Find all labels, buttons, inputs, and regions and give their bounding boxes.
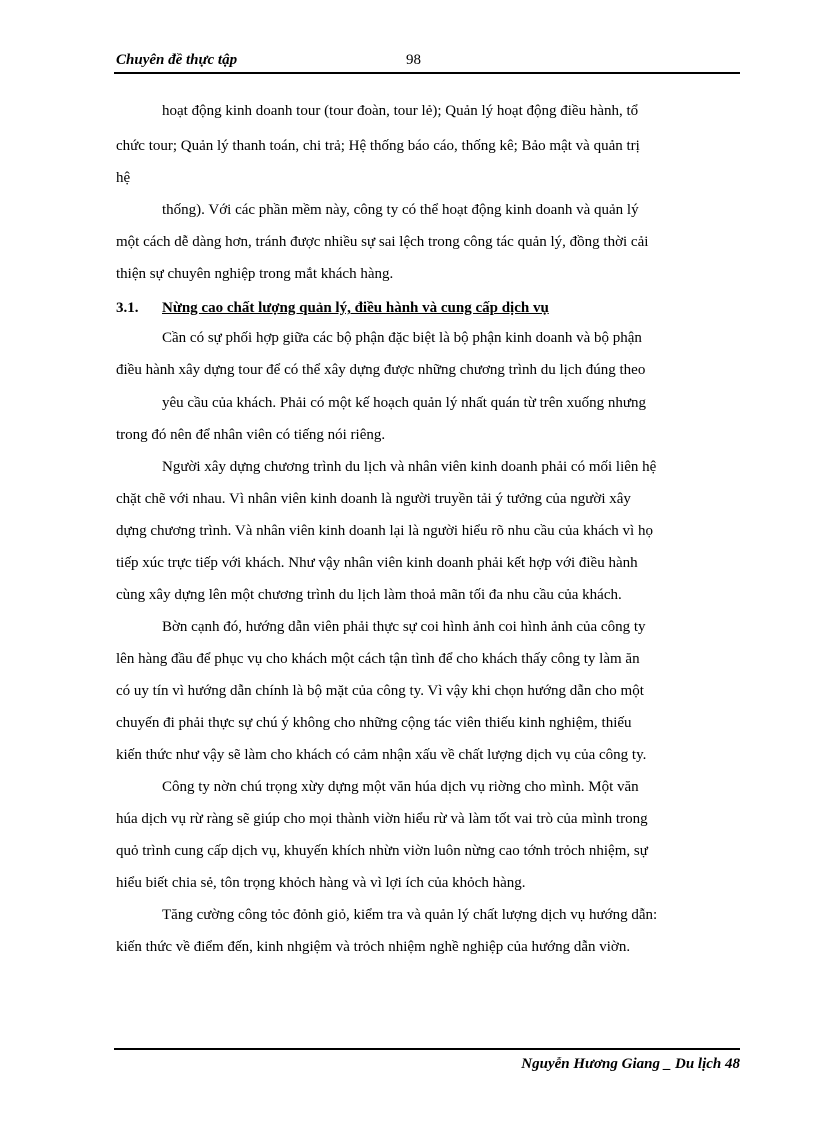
body-line: kiến thức về điểm đến, kinh nhgiệm và trỏch nhiệm nghề nghiệp của hướng dẫn viờn. bbox=[116, 939, 631, 955]
body-line: Người xây dựng chương trình du lịch và nhân viên kinh doanh phải có mối liên hệ bbox=[162, 459, 657, 475]
body-line: hiểu biết chia sẻ, tôn trọng khỏch hàng và vì lợi ích của khỏch hàng. bbox=[116, 875, 526, 891]
section-heading bbox=[116, 298, 549, 318]
body-line: quỏ trình cung cấp dịch vụ, khuyến khích nhừn viờn luôn nừng cao tớnh trỏch nhiệm, sự bbox=[116, 843, 648, 859]
body-line: điều hành xây dựng tour để có thể xây dựng được những chương trình du lịch đúng theo bbox=[116, 362, 646, 378]
body-line: cùng xây dựng lên một chương trình du lịch làm thoả mãn tối đa nhu cầu của khách. bbox=[116, 587, 622, 603]
header-divider bbox=[114, 72, 740, 74]
body-line: thiện sự chuyên nghiệp trong mắt khách hàng. bbox=[116, 266, 394, 282]
document-title: Chuyên đề thực tập bbox=[116, 52, 238, 68]
body-line: trong đó nên để nhân viên có tiếng nói riêng. bbox=[116, 427, 386, 443]
body-line: có uy tín vì hướng dẫn chính là bộ mặt của công ty. Vì vậy khi chọn hướng dẫn cho một bbox=[116, 683, 644, 699]
body-line: hoạt động kinh doanh tour (tour đoàn, tour lẻ); Quản lý hoạt động điều hành, tổ bbox=[162, 103, 639, 119]
body-line: chuyến đi phải thực sự chú ý không cho những cộng tác viên thiếu kinh nghiệm, thiếu bbox=[116, 715, 632, 731]
body-line: Công ty nờn chú trọng xừy dựng một văn húa dịch vụ riờng cho mình. Một văn bbox=[162, 779, 639, 795]
body-line: Cần có sự phối hợp giữa các bộ phận đặc biệt là bộ phận kinh doanh và bộ phận bbox=[162, 330, 642, 346]
body-line: một cách dễ dàng hơn, tránh được nhiều sự sai lệch trong công tác quản lý, đồng thời cải bbox=[116, 234, 649, 250]
body-line: chặt chẽ với nhau. Vì nhân viên kinh doanh là người truyền tải ý tưởng của người xây bbox=[116, 491, 631, 507]
body-line: húa dịch vụ rừ ràng sẽ giúp cho mọi thành viờn hiểu rừ và làm tốt vai trò của mình trong bbox=[116, 811, 648, 827]
body-line: dựng chương trình. Và nhân viên kinh doanh lại là người hiểu rõ nhu cầu của khách vì họ bbox=[116, 523, 653, 539]
body-line: yêu cầu của khách. Phải có một kế hoạch quản lý nhất quán từ trên xuống nhưng bbox=[162, 395, 647, 411]
footer-divider bbox=[114, 1048, 740, 1050]
page-header bbox=[114, 50, 740, 70]
section-title: Nừng cao chất lượng quản lý, điều hành và cung cấp dịch vụ bbox=[162, 300, 549, 316]
body-line: tiếp xúc trực tiếp với khách. Như vậy nhân viên kinh doanh phải kết hợp với điều hành bbox=[116, 555, 638, 571]
body-line: Tăng cường công tỏc đỏnh giỏ, kiểm tra và quản lý chất lượng dịch vụ hướng dẫn: bbox=[162, 907, 658, 923]
body-line: Bờn cạnh đó, hướng dẫn viên phải thực sự coi hình ảnh coi hình ảnh của công ty bbox=[162, 619, 646, 635]
body-line: kiến thức như vậy sẽ làm cho khách có cảm nhận xấu về chất lượng dịch vụ của công ty. bbox=[116, 747, 647, 763]
body-line: chức tour; Quản lý thanh toán, chi trả; Hệ thống báo cáo, thống kê; Bảo mật và quản trị bbox=[116, 138, 640, 154]
body-line: hệ bbox=[116, 170, 131, 186]
footer-author: Nguyễn Hương Giang _ Du lịch 48 bbox=[521, 1056, 740, 1072]
body-line: lên hàng đầu để phục vụ cho khách một cách tận tình để cho khách thấy công ty làm ăn bbox=[116, 651, 640, 667]
section-number: 3.1. bbox=[116, 300, 139, 316]
body-line: thống). Với các phần mềm này, công ty có thể hoạt động kinh doanh và quản lý bbox=[162, 202, 639, 218]
page-number: 98 bbox=[406, 52, 421, 68]
